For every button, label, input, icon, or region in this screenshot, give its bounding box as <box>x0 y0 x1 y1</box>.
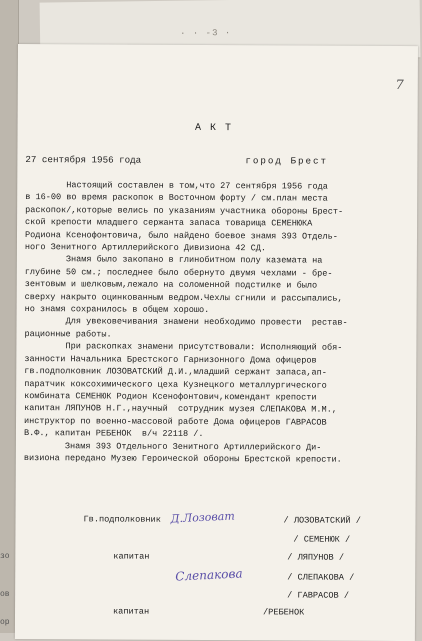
body-line: паратчик коксохимического цеха Кузнецкого металлургического <box>24 378 327 391</box>
signer-rank: капитан <box>113 551 150 562</box>
underlying-sheet-marks: · · -3 · <box>179 27 232 39</box>
date-line <box>25 154 407 167</box>
signer-name: / СЛЕПАКОВА / <box>287 572 355 583</box>
body-line: Родиона Ксенофонтовича, было найдено боевое знамя 393 Отдель- <box>24 229 338 242</box>
body-line: гв.подполковник ЛОЗОВАТСКИЙ Д.И.,младший сержант запаса,ап- <box>24 366 327 378</box>
document-title: АКТ <box>195 122 241 135</box>
signer-name: /РЕБЕНОК <box>263 607 305 618</box>
signer-name: / ЛЯПУНОВ / <box>287 552 345 563</box>
body-line: Знамя было закопано в глинобитном полу каземата на <box>24 254 323 267</box>
body-line: В.Ф., капитан РЕБЕНОК в/ч 22118 /. <box>23 428 204 440</box>
signer-rank: капитан <box>113 606 150 617</box>
body-line: сверху накрыто оцинкованным ведром.Чехлы сгнили и рассыпались, <box>24 291 343 304</box>
page-number: 7 <box>395 77 404 94</box>
signer-name: / ГАВРАСОВ / <box>287 590 350 601</box>
signature-block <box>15 509 416 641</box>
signer-rank: Гв.подполковник <box>83 514 161 525</box>
body-line: раскопок/,которые велись по указаниям участника обороны Брест- <box>25 204 344 217</box>
handwritten-signature: Д.Лозоват <box>170 509 236 526</box>
strip-tab-text: ов <box>0 590 10 599</box>
strip-tab-text: ор <box>0 618 10 627</box>
document-date: 27 сентября 1956 года <box>25 154 142 166</box>
body-line: При раскопках знамени присутствовали: Исполняющий обя- <box>24 341 343 353</box>
body-line: ской крепости младшего сержанта запаса товарища СЕМЕНЮКА <box>25 217 313 229</box>
body-line: но знамя сохранилось в общем хорошо. <box>24 304 210 316</box>
body-line: в 16-00 во время раскопок в Восточном форту / см.план места <box>25 192 328 205</box>
handwritten-signature: Слепакова <box>174 566 243 584</box>
body-line: Знамя 393 Отдельного Зенитного Артиллерийского Ди- <box>23 440 322 453</box>
body-line: инструктор по военно-массовой работе Дома офицеров ГАВРАСОВ <box>24 415 327 428</box>
body-line: капитан ЛЯПУНОВ Н.Г.,научный сотрудник музея СЛЕПАКОВА М.М., <box>24 403 337 415</box>
document-city: город Брест <box>245 155 329 167</box>
body-line: Настоящий составлен в том,что 27 сентября 1956 года <box>25 180 328 192</box>
signer-name: / ЛОЗОВАТСКИЙ / <box>283 515 361 526</box>
body-line: визиона передано Музею Героической обороны Брестской крепости. <box>23 452 342 465</box>
signer-name: / СЕМЕНЮК / <box>293 534 351 545</box>
body-line: рационные работы. <box>24 328 112 340</box>
body-line: комбината СЕМЕНЮК Родион Ксенофонтович,комендант крепости <box>24 390 317 403</box>
body-line: глубине 50 см.; последнее было обернуто двумя чехлами - бре- <box>24 266 333 279</box>
document-sheet <box>15 44 418 641</box>
document-body <box>24 179 405 466</box>
strip-tab-text: зо <box>0 552 10 561</box>
body-line: ного Зенитного Артиллерийского Дивизиона 42 СД. <box>24 242 267 254</box>
body-line: Для увековечивания знамени необходимо провести рестав- <box>24 316 348 329</box>
body-line: занности Начальника Брестского Гарнизонного Дома офицеров <box>24 353 317 366</box>
body-line: зентовым и шелковым,лежало на соломенной подстилке и было <box>24 279 318 291</box>
